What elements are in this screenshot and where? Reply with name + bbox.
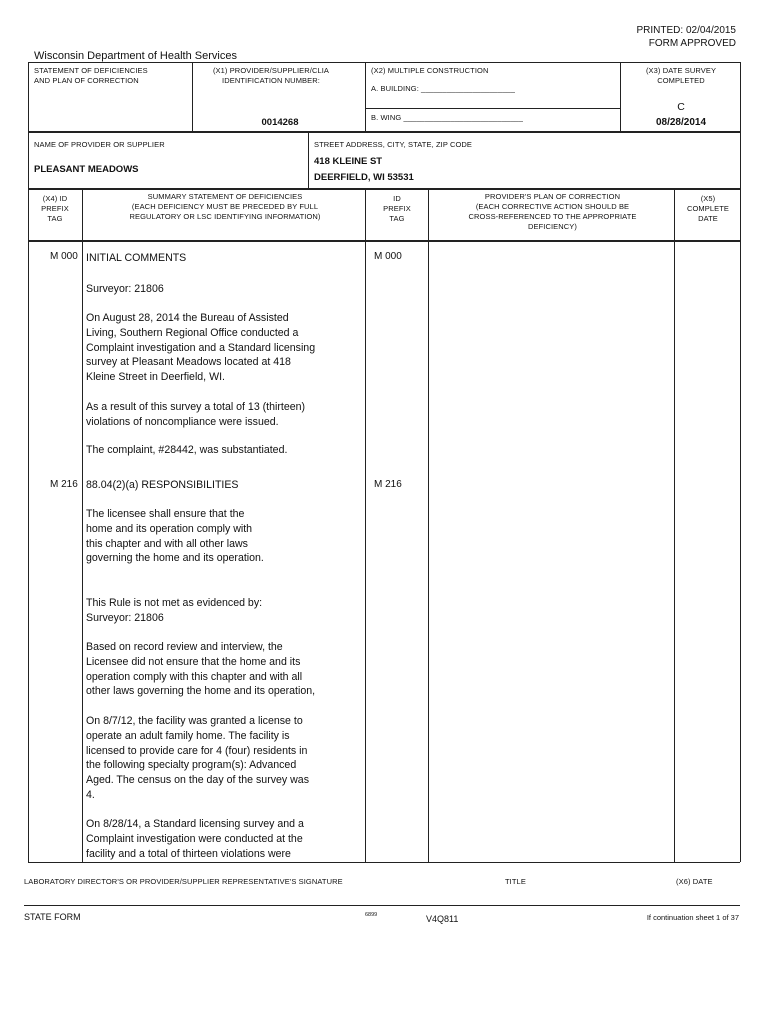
form-divider-3 — [28, 240, 740, 242]
date-label: (X6) DATE — [676, 877, 713, 886]
printed-date: PRINTED: 02/04/2015 — [636, 25, 736, 36]
complaint-paragraph: The complaint, #28442, was substantiated. — [86, 444, 288, 456]
tag-right-m216: M 216 — [374, 479, 402, 490]
not-met-paragraph: This Rule is not met as evidenced by: Surveyor: 21806 — [86, 597, 263, 624]
form-right-border — [740, 62, 741, 862]
x3-label: (X3) DATE SURVEY COMPLETED — [645, 66, 717, 85]
form-divider-2 — [28, 188, 740, 190]
building-label: A. BUILDING: ______________________ — [371, 84, 516, 93]
event-id: V4Q811 — [426, 914, 459, 924]
form-left-border — [28, 62, 29, 862]
violations-paragraph: As a result of this survey a total of 13 (thirteen) violations of noncompliance were issued. — [86, 401, 306, 428]
surveyor-line-1: Surveyor: 21806 — [86, 283, 164, 295]
id-header: ID PREFIX TAG — [383, 194, 411, 223]
x5-header: (X5) COMPLETE DATE — [686, 194, 730, 223]
form-bottom-border — [28, 862, 740, 863]
survey-date: 08/28/2014 — [655, 117, 707, 128]
tag-left-m000: M 000 — [50, 251, 78, 262]
construction-divider — [365, 108, 620, 109]
signature-label: LABORATORY DIRECTOR'S OR PROVIDER/SUPPLIER REPRESENTATIVE'S SIGNATURE — [24, 877, 343, 886]
address-divider — [308, 131, 309, 188]
survey-code: C — [677, 101, 685, 113]
wing-label: B. WING ____________________________ — [371, 113, 524, 122]
form-divider-1 — [28, 131, 740, 133]
provider-name-label: NAME OF PROVIDER OR SUPPLIER — [34, 140, 165, 149]
x3-left-divider — [620, 62, 621, 132]
col-divider-id — [428, 188, 429, 862]
plan-header: PROVIDER'S PLAN OF CORRECTION (EACH CORRECTIVE ACTION SHOULD BE CROSS-REFERENCED TO THE APPROPRIATE DEFICIENCY) — [468, 192, 637, 231]
tag-left-m216: M 216 — [50, 479, 78, 490]
form-top-border — [28, 62, 740, 63]
survey-conducted-paragraph: On 8/28/14, a Standard licensing survey and a Complaint investigation were conducted at the facility and a total of thirteen violations were — [86, 818, 304, 860]
title-label: TITLE — [505, 877, 526, 886]
rule-heading: 88.04(2)(a) RESPONSIBILITIES — [86, 479, 239, 491]
x4-header: (X4) ID PREFIX TAG — [41, 194, 69, 223]
provider-id: 0014268 — [261, 117, 299, 128]
agency-name: Wisconsin Department of Health Services — [34, 50, 237, 62]
address-label: STREET ADDRESS, CITY, STATE, ZIP CODE — [314, 140, 473, 149]
initial-comments-heading: INITIAL COMMENTS — [86, 252, 187, 264]
x1-left-divider — [192, 62, 193, 132]
tag-right-m000: M 000 — [374, 251, 402, 262]
col-divider-plan — [674, 188, 675, 862]
state-form-label: STATE FORM — [24, 912, 81, 922]
license-paragraph: On 8/7/12, the facility was granted a license to operate an adult family home. The facility is licensed to provide care for 4 (four) residents in the following specialty program(s): Advanced Aged. The census on the day of the survey was 4. — [86, 715, 309, 801]
signature-line — [24, 905, 740, 906]
form-status: FORM APPROVED — [648, 38, 736, 49]
record-review-paragraph: Based on record review and interview, the Licensee did not ensure that the home and its operation comply with this chapter and with all other laws governing the home and its operation, — [86, 641, 316, 698]
summary-header: SUMMARY STATEMENT OF DEFICIENCIES (EACH DEFICIENCY MUST BE PRECEDED BY FULL REGULATORY OR LSC IDENTIFYING INFORMATION) — [129, 192, 321, 221]
provider-name: PLEASANT MEADOWS — [34, 164, 139, 175]
col-divider-summary — [365, 188, 366, 862]
form-number: 6899 — [365, 912, 378, 918]
x2-label: (X2) MULTIPLE CONSTRUCTION — [371, 66, 489, 75]
city-state-zip: DEERFIELD, WI 53531 — [314, 172, 414, 183]
statement-label: STATEMENT OF DEFICIENCIES AND PLAN OF CORRECTION — [34, 66, 148, 85]
x1-label: (X1) PROVIDER/SUPPLIER/CLIA IDENTIFICATION NUMBER: — [212, 66, 330, 85]
street-address: 418 KLEINE ST — [314, 156, 383, 167]
continuation-sheet: If continuation sheet 1 of 37 — [646, 913, 739, 922]
survey-intro-paragraph: On August 28, 2014 the Bureau of Assisted Living, Southern Regional Office conducted a Complaint investigation and a Standard licensing survey at Pleasant Meadows located at 418 Kleine Street in Deerfield, WI. — [86, 312, 316, 384]
rule-text: The licensee shall ensure that the home and its operation comply with this chapter and with all other laws governing the home and its operation. — [86, 508, 264, 565]
col-divider-x4 — [82, 188, 83, 862]
x2-left-divider — [365, 62, 366, 132]
